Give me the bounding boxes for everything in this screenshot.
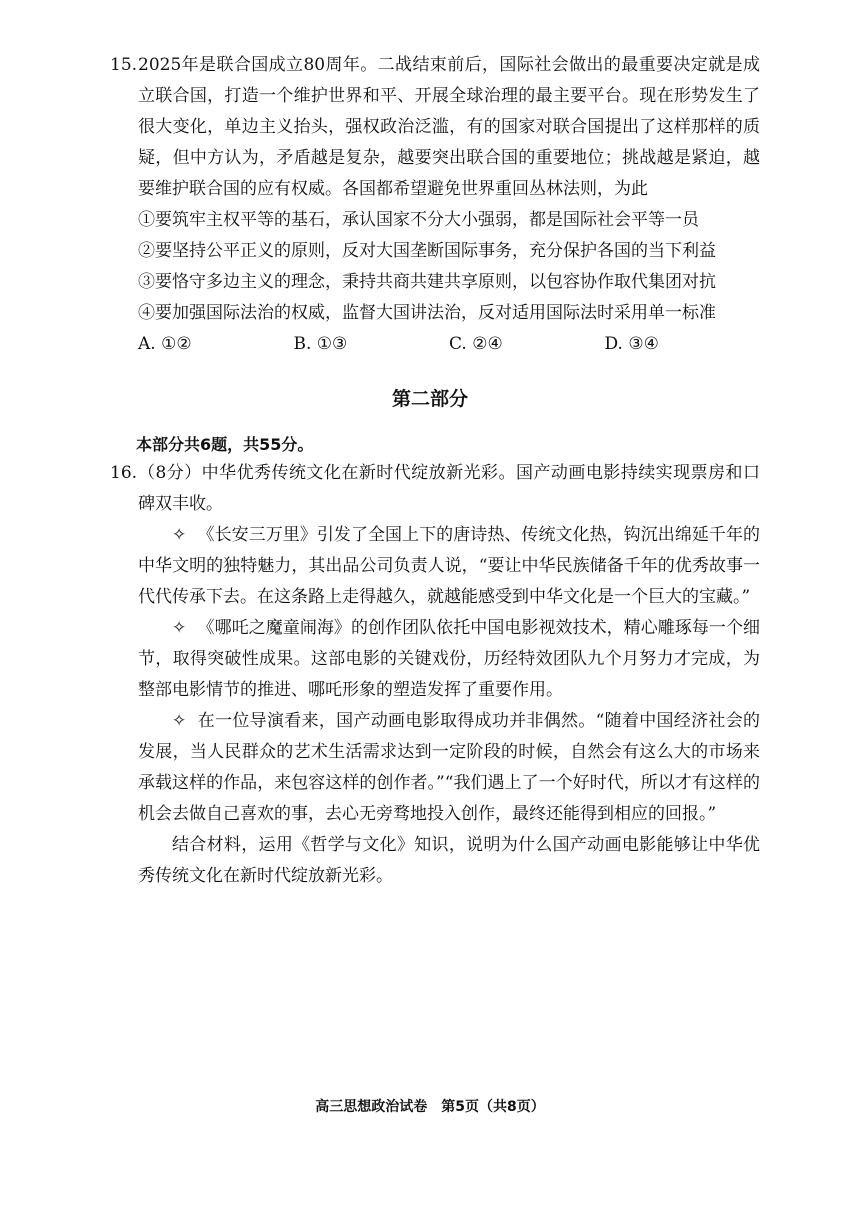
answer-choices [138, 329, 760, 360]
choice-d: D. ③④ [604, 334, 659, 354]
paragraph-text: 《哪吒之魔童闹海》的创作团队依托中国电影视效技术，精心雕琢每一个细节，取得突破性成果。这部电影的关键戏份，历经特效团队九个月努力才完成，为整部电影情节的推进、哪吒形象的塑造发挥了重要作用。 [138, 618, 760, 700]
statement-1: ①要筑牢主权平等的基石，承认国家不分大小强弱，都是国际社会平等一员 [138, 210, 699, 230]
statement-3: ③要恪守多边主义的理念，秉持共商共建共享原则，以包容协作取代集团对抗 [138, 272, 716, 292]
paragraph-text: 《长安三万里》引发了全国上下的唐诗热、传统文化热，钩沉出绵延千年的中华文明的独特魅力，其出品公司负责人说，“要让中华民族储备千年的优秀故事一代代传承下去。在这条路上走得越久，就越能感受到中华文化是一个巨大的宝藏。” [138, 525, 760, 607]
choice-a: A. ①② [138, 334, 192, 354]
statement-4: ④要加强国际法治的权威，监督大国讲法治，反对适用国际法时采用单一标准 [138, 303, 716, 323]
choice-b: B. ①③ [293, 334, 348, 354]
statement-2: ②要坚持公平正义的原则，反对大国垄断国际事务，充分保护各国的当下利益 [138, 241, 716, 261]
question-stem: （8分）中华优秀传统文化在新时代绽放新光彩。国产动画电影持续实现票房和口碑双丰收。 [138, 463, 760, 514]
question-16 [110, 458, 760, 892]
question-number: 16. [110, 463, 138, 483]
material-paragraph-2 [138, 613, 760, 706]
question-prompt: 结合材料，运用《哲学与文化》知识，说明为什么国产动画电影能够让中华优秀传统文化在新时代绽放新光彩。 [138, 835, 760, 886]
question-number: 15. [110, 55, 138, 75]
question-15 [110, 50, 760, 360]
paragraph-text: 在一位导演看来，国产动画电影取得成功并非偶然。“随着中国经济社会的发展，当人民群众的艺术生活需求达到一定阶段的时候，自然会有这么大的市场来承载这样的作品，来包容这样的创作者。”“我们遇上了一个好时代，所以才有这样的机会去做自己喜欢的事，去心无旁骛地投入创作，最终还能得到相应的回报。” [138, 711, 760, 824]
choice-c: C. ②④ [449, 334, 503, 354]
section-info: 本部分共6题，共55分。 [136, 435, 314, 454]
diamond-bullet-icon: ✧ [172, 618, 187, 638]
diamond-bullet-icon: ✧ [172, 711, 187, 731]
material-paragraph-3 [138, 706, 760, 830]
section-title: 第二部分 [391, 388, 468, 410]
material-paragraph-1 [138, 520, 760, 613]
diamond-bullet-icon: ✧ [172, 525, 187, 545]
question-stem: 2025年是联合国成立80周年。二战结束前后，国际社会做出的最重要决定就是成立联合国，打造一个维护世界和平、开展全球治理的最主要平台。现在形势发生了很大变化，单边主义抬头，强权政治泛滥，有的国家对联合国提出了这样那样的质疑，但中方认为，矛盾越是复杂，越要突出联合国的重要地位；挑战越是紧迫，越要维护联合国的应有权威。各国都希望避免世界重回丛林法则，为此 [138, 55, 760, 199]
page-footer: 高三思想政治试卷 第5页（共8页） [315, 1099, 545, 1115]
